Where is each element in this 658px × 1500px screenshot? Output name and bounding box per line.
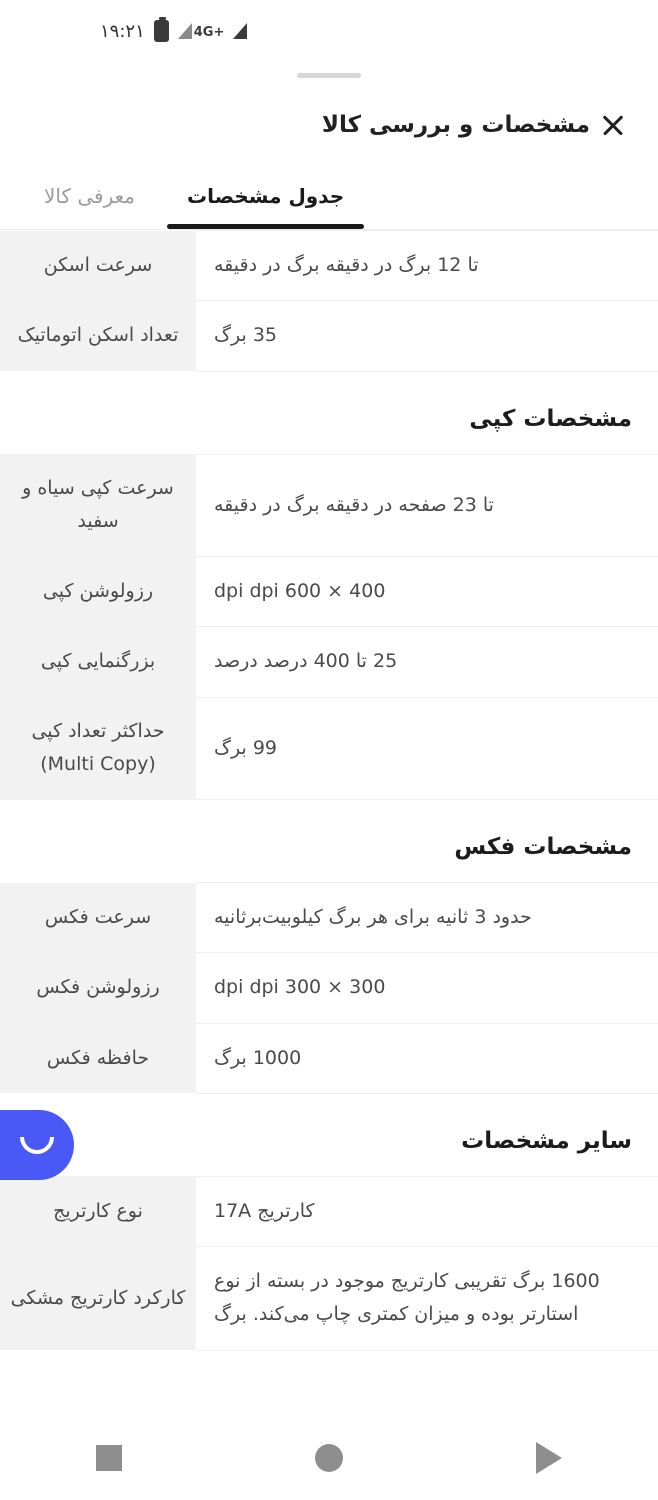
spec-key: سرعت کپی سیاه و سفید [0,454,196,557]
spec-key: حداکثر تعداد کپی (Multi Copy) [0,697,196,800]
signal-bars-icon [178,23,192,39]
drag-handle[interactable] [297,73,361,78]
spec-key: تعداد اسکن اتوماتیک [0,301,196,371]
spec-value: تا 23 صفحه در دقیقه برگ در دقیقه [196,454,658,557]
spec-table-fax [0,882,658,1094]
circle-home-icon[interactable] [315,1444,343,1472]
table-row [0,1247,658,1351]
spec-value: کارتریج 17A [196,1176,658,1246]
spec-table-copy [0,454,658,801]
network-type-label: 4G+ [193,24,225,40]
spec-key: کارکرد کارتریج مشکی [0,1247,196,1351]
table-row [0,883,658,953]
table-row [0,231,658,301]
spec-table-other [0,1176,658,1351]
status-bar [0,0,658,62]
close-icon [600,112,626,138]
spec-key: رزولوشن کپی [0,557,196,627]
tab-specs-table-label: جدول مشخصات [187,183,345,208]
tab-product-intro-label: معرفی کالا [44,183,136,208]
tab-product-intro[interactable] [18,162,161,229]
section-title-copy: مشخصات کپی [469,405,632,432]
spec-value: تا 12 برگ در دقیقه برگ در دقیقه [196,231,658,301]
sheet-header [0,88,658,162]
spec-value: 1600 برگ تقریبی کارتریج موجود در بسته از نوع استارتر بوده و میزان کمتری چاپ می‌کند. برگ [196,1247,658,1351]
spec-value: 35 برگ [196,301,658,371]
spec-value: 25 تا 400 درصد درصد [196,627,658,697]
triangle-back-icon[interactable] [536,1442,562,1474]
section-title-fax: مشخصات فکس [454,834,632,860]
tab-bar [0,162,658,230]
spec-scroll-area[interactable] [0,230,658,1416]
spec-key: نوع کارتریج [0,1176,196,1246]
tab-specs-table[interactable] [161,162,370,229]
spec-value: dpi dpi 300 × 300 [196,953,658,1023]
spec-value: 99 برگ [196,697,658,800]
spec-table-scan [0,230,658,372]
chat-smile-icon [20,1137,54,1154]
spec-key: سرعت فکس [0,883,196,953]
bottom-sheet-handle-row[interactable] [0,62,658,88]
spec-value: حدود 3 ثانیه برای هر برگ کیلوبیت‌برثانیه [196,883,658,953]
status-bar-clock: ۱۹:۲۱ [100,20,145,42]
table-row [0,627,658,697]
section-title-other: سایر مشخصات [461,1127,632,1154]
spec-value: 1000 برگ [196,1023,658,1093]
battery-icon [154,20,169,42]
table-row [0,1176,658,1246]
spec-value: dpi dpi 600 × 400 [196,557,658,627]
table-row [0,1023,658,1093]
chat-support-button[interactable] [0,1110,74,1180]
close-button[interactable] [590,102,636,148]
spec-key: رزولوشن فکس [0,953,196,1023]
table-row [0,557,658,627]
table-row [0,301,658,371]
spec-key: حافظه فکس [0,1023,196,1093]
spec-key: سرعت اسکن [0,231,196,301]
table-row [0,697,658,800]
square-recent-icon[interactable] [96,1445,122,1471]
page-title: مشخصات و بررسی کالا [321,112,590,138]
table-row [0,454,658,557]
spec-key: بزرگنمایی کپی [0,627,196,697]
table-row [0,953,658,1023]
android-navigation-bar [0,1416,658,1500]
signal-bars-icon-secondary [233,23,247,39]
network-indicator [178,23,225,40]
